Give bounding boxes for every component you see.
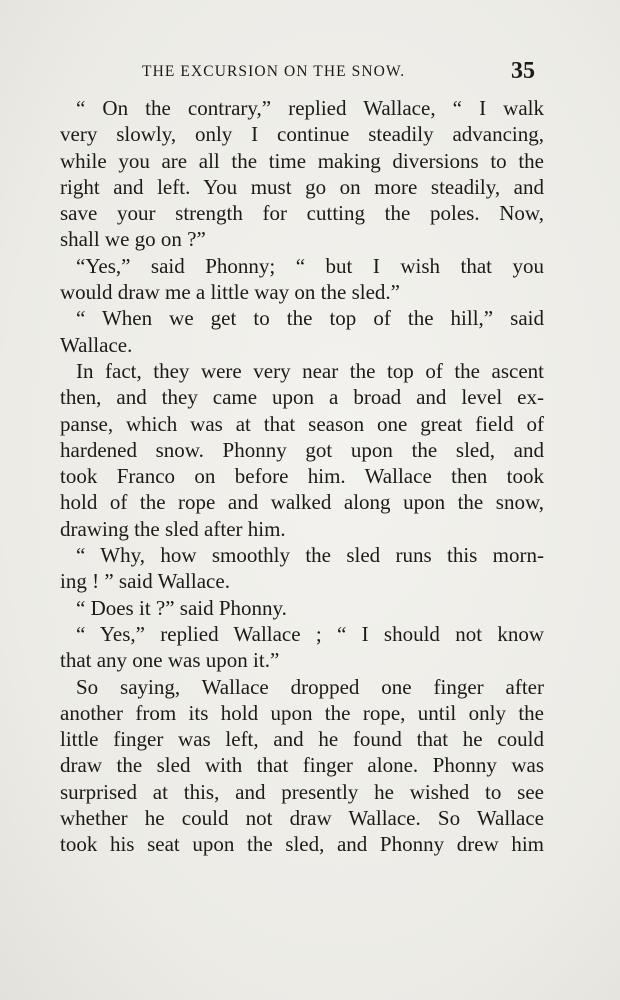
page-number: 35 bbox=[511, 58, 535, 84]
text-line: drawing the sled after him. bbox=[60, 516, 286, 541]
text-line: very slowly, only I continue steadily advancing, bbox=[60, 122, 544, 147]
text-line: “ Does it ?” said Phonny. bbox=[76, 595, 287, 620]
text-line: took Franco on before him. Wallace then took bbox=[60, 464, 544, 489]
text-line: shall we go on ?” bbox=[60, 227, 206, 252]
text-line: “ On the contrary,” replied Wallace, “ I walk bbox=[76, 96, 544, 120]
text-line: In fact, they were very near the top of the ascent bbox=[76, 358, 544, 383]
text-line: “ Why, how smoothly the sled runs this morn- bbox=[76, 543, 544, 568]
text-line: panse, which was at that season one great field of bbox=[60, 411, 544, 436]
text-line: while you are all the time making diversions to the bbox=[60, 148, 544, 173]
text-line: hardened snow. Phonny got upon the sled, and bbox=[60, 437, 544, 462]
text-line: save your strength for cutting the poles. Now, bbox=[60, 201, 544, 226]
text-line: “Yes,” said Phonny; “ but I wish that you bbox=[76, 253, 544, 278]
running-title: THE EXCURSION ON THE SNOW. bbox=[142, 63, 406, 80]
text-line: took his seat upon the sled, and Phonny drew him bbox=[60, 832, 544, 857]
text-line: then, and they came upon a broad and level ex- bbox=[60, 385, 544, 410]
text-line: another from its hold upon the rope, until only the bbox=[60, 700, 544, 725]
body-text bbox=[60, 95, 544, 858]
text-line: draw the sled with that finger alone. Phonny was bbox=[60, 753, 544, 778]
text-line: ing ! ” said Wallace. bbox=[60, 569, 230, 594]
running-head bbox=[0, 60, 620, 86]
text-line: little finger was left, and he found that he could bbox=[60, 727, 544, 752]
text-line: surprised at this, and presently he wished to see bbox=[60, 779, 544, 804]
text-line: Wallace. bbox=[60, 332, 133, 357]
text-line: “ Yes,” replied Wallace ; “ I should not know bbox=[76, 621, 544, 646]
text-line: that any one was upon it.” bbox=[60, 648, 280, 673]
text-line: hold of the rope and walked along upon the snow, bbox=[60, 490, 544, 515]
text-line: would draw me a little way on the sled.” bbox=[60, 280, 400, 305]
text-line: whether he could not draw Wallace. So Wallace bbox=[60, 806, 544, 831]
text-line: “ When we get to the top of the hill,” said bbox=[76, 306, 544, 331]
text-line: right and left. You must go on more steadily, and bbox=[60, 174, 544, 199]
text-line: So saying, Wallace dropped one finger after bbox=[76, 674, 544, 699]
